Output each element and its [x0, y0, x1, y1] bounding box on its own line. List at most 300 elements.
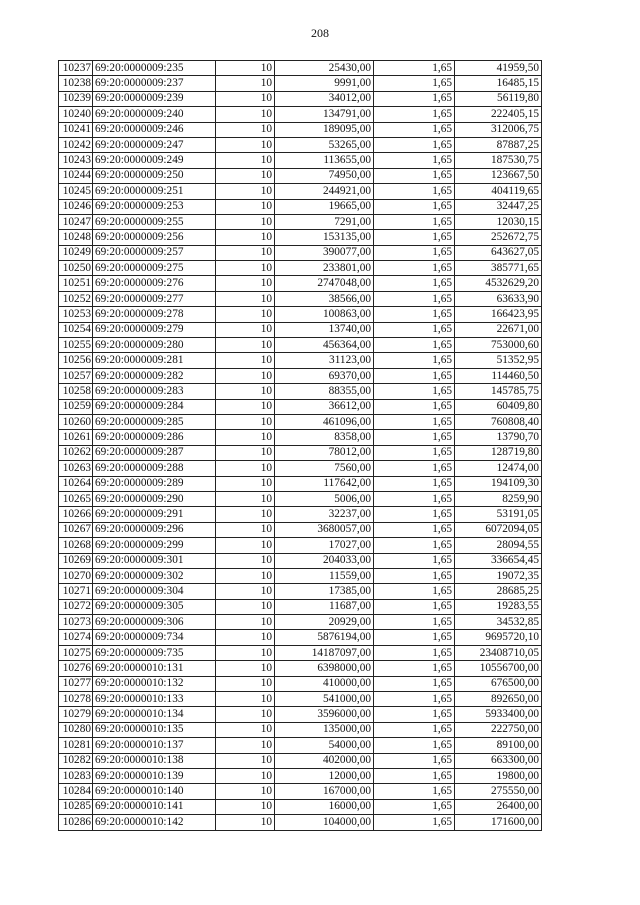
cadastral-number: 69:20:0000009:291	[93, 507, 216, 522]
amount-cell: 89100,00	[455, 738, 542, 753]
amount-cell: 41959,50	[455, 61, 542, 76]
cadastral-number: 69:20:0000010:133	[93, 692, 216, 707]
area-cell: 456364,00	[275, 338, 374, 353]
cadastral-number: 69:20:0000009:237	[93, 76, 216, 91]
table-row	[59, 91, 542, 106]
amount-cell: 23408710,05	[455, 645, 542, 660]
amount-cell: 26400,00	[455, 799, 542, 814]
rate-cell: 10	[216, 461, 275, 476]
amount-cell: 19283,55	[455, 599, 542, 614]
coefficient-cell: 1,65	[374, 645, 455, 660]
area-cell: 541000,00	[275, 692, 374, 707]
cadastral-number: 69:20:0000009:286	[93, 430, 216, 445]
row-number: 10270	[59, 568, 93, 583]
amount-cell: 753000,60	[455, 338, 542, 353]
rate-cell: 10	[216, 522, 275, 537]
row-number: 10245	[59, 184, 93, 199]
amount-cell: 19072,35	[455, 568, 542, 583]
cadastral-number: 69:20:0000009:253	[93, 199, 216, 214]
area-cell: 233801,00	[275, 261, 374, 276]
cadastral-number: 69:20:0000009:282	[93, 368, 216, 383]
row-number: 10260	[59, 414, 93, 429]
rate-cell: 10	[216, 153, 275, 168]
rate-cell: 10	[216, 645, 275, 660]
area-cell: 3680057,00	[275, 522, 374, 537]
page-number: 208	[311, 26, 329, 40]
area-cell: 32237,00	[275, 507, 374, 522]
table-row	[59, 122, 542, 137]
rate-cell: 10	[216, 799, 275, 814]
amount-cell: 404119,65	[455, 184, 542, 199]
rate-cell: 10	[216, 107, 275, 122]
cadastral-number: 69:20:0000009:249	[93, 153, 216, 168]
coefficient-cell: 1,65	[374, 76, 455, 91]
coefficient-cell: 1,65	[374, 153, 455, 168]
amount-cell: 9695720,10	[455, 630, 542, 645]
amount-cell: 114460,50	[455, 368, 542, 383]
row-number: 10241	[59, 122, 93, 137]
amount-cell: 663300,00	[455, 753, 542, 768]
area-cell: 167000,00	[275, 784, 374, 799]
area-cell: 402000,00	[275, 753, 374, 768]
table-row	[59, 399, 542, 414]
amount-cell: 385771,65	[455, 261, 542, 276]
rate-cell: 10	[216, 199, 275, 214]
amount-cell: 275550,00	[455, 784, 542, 799]
amount-cell: 676500,00	[455, 676, 542, 691]
cadastral-number: 69:20:0000009:251	[93, 184, 216, 199]
coefficient-cell: 1,65	[374, 137, 455, 152]
row-number: 10272	[59, 599, 93, 614]
coefficient-cell: 1,65	[374, 184, 455, 199]
row-number: 10267	[59, 522, 93, 537]
amount-cell: 51352,95	[455, 353, 542, 368]
table-row	[59, 784, 542, 799]
row-number: 10263	[59, 461, 93, 476]
cadastral-number: 69:20:0000009:287	[93, 445, 216, 460]
amount-cell: 123667,50	[455, 168, 542, 183]
area-cell: 88355,00	[275, 384, 374, 399]
cadastral-number: 69:20:0000009:296	[93, 522, 216, 537]
cadastral-number: 69:20:0000009:246	[93, 122, 216, 137]
area-cell: 34012,00	[275, 91, 374, 106]
cadastral-number: 69:20:0000009:302	[93, 568, 216, 583]
area-cell: 31123,00	[275, 353, 374, 368]
coefficient-cell: 1,65	[374, 615, 455, 630]
row-number: 10278	[59, 692, 93, 707]
rate-cell: 10	[216, 307, 275, 322]
rate-cell: 10	[216, 676, 275, 691]
row-number: 10277	[59, 676, 93, 691]
cadastral-number: 69:20:0000009:281	[93, 353, 216, 368]
coefficient-cell: 1,65	[374, 768, 455, 783]
row-number: 10258	[59, 384, 93, 399]
rate-cell: 10	[216, 168, 275, 183]
coefficient-cell: 1,65	[374, 599, 455, 614]
coefficient-cell: 1,65	[374, 753, 455, 768]
row-number: 10279	[59, 707, 93, 722]
amount-cell: 19800,00	[455, 768, 542, 783]
table-body	[59, 61, 542, 831]
cadastral-number: 69:20:0000010:135	[93, 722, 216, 737]
amount-cell: 16485,15	[455, 76, 542, 91]
coefficient-cell: 1,65	[374, 507, 455, 522]
rate-cell: 10	[216, 430, 275, 445]
cadastral-number: 69:20:0000009:289	[93, 476, 216, 491]
area-cell: 2747048,00	[275, 276, 374, 291]
cadastral-number: 69:20:0000009:276	[93, 276, 216, 291]
table-row	[59, 553, 542, 568]
rate-cell: 10	[216, 414, 275, 429]
cadastral-number: 69:20:0000009:290	[93, 491, 216, 506]
cadastral-number: 69:20:0000009:277	[93, 291, 216, 306]
rate-cell: 10	[216, 768, 275, 783]
coefficient-cell: 1,65	[374, 584, 455, 599]
coefficient-cell: 1,65	[374, 784, 455, 799]
rate-cell: 10	[216, 137, 275, 152]
row-number: 10280	[59, 722, 93, 737]
table-row	[59, 61, 542, 76]
amount-cell: 6072094,05	[455, 522, 542, 537]
table-row	[59, 230, 542, 245]
cadastral-number: 69:20:0000010:141	[93, 799, 216, 814]
rate-cell: 10	[216, 599, 275, 614]
coefficient-cell: 1,65	[374, 430, 455, 445]
table-row	[59, 815, 542, 830]
coefficient-cell: 1,65	[374, 307, 455, 322]
coefficient-cell: 1,65	[374, 384, 455, 399]
cadastral-number: 69:20:0000009:305	[93, 599, 216, 614]
amount-cell: 643627,05	[455, 245, 542, 260]
row-number: 10286	[59, 815, 93, 830]
rate-cell: 10	[216, 692, 275, 707]
amount-cell: 5933400,00	[455, 707, 542, 722]
table-row	[59, 507, 542, 522]
row-number: 10238	[59, 76, 93, 91]
coefficient-cell: 1,65	[374, 707, 455, 722]
area-cell: 11559,00	[275, 568, 374, 583]
rate-cell: 10	[216, 245, 275, 260]
rate-cell: 10	[216, 630, 275, 645]
rate-cell: 10	[216, 368, 275, 383]
amount-cell: 312006,75	[455, 122, 542, 137]
coefficient-cell: 1,65	[374, 245, 455, 260]
amount-cell: 8259,90	[455, 491, 542, 506]
rate-cell: 10	[216, 445, 275, 460]
table-row	[59, 445, 542, 460]
cadastral-number: 69:20:0000010:134	[93, 707, 216, 722]
area-cell: 3596000,00	[275, 707, 374, 722]
cadastral-number: 69:20:0000009:735	[93, 645, 216, 660]
area-cell: 104000,00	[275, 815, 374, 830]
coefficient-cell: 1,65	[374, 538, 455, 553]
table-row	[59, 522, 542, 537]
area-cell: 25430,00	[275, 61, 374, 76]
amount-cell: 145785,75	[455, 384, 542, 399]
amount-cell: 194109,30	[455, 476, 542, 491]
cadastral-number: 69:20:0000009:247	[93, 137, 216, 152]
table-row	[59, 199, 542, 214]
table-row	[59, 538, 542, 553]
area-cell: 74950,00	[275, 168, 374, 183]
cadastral-number: 69:20:0000009:278	[93, 307, 216, 322]
row-number: 10248	[59, 230, 93, 245]
amount-cell: 171600,00	[455, 815, 542, 830]
table-row	[59, 476, 542, 491]
coefficient-cell: 1,65	[374, 445, 455, 460]
rate-cell: 10	[216, 399, 275, 414]
table-row	[59, 276, 542, 291]
table-row	[59, 353, 542, 368]
table-row	[59, 137, 542, 152]
rate-cell: 10	[216, 261, 275, 276]
coefficient-cell: 1,65	[374, 522, 455, 537]
rate-cell: 10	[216, 722, 275, 737]
area-cell: 7291,00	[275, 214, 374, 229]
coefficient-cell: 1,65	[374, 199, 455, 214]
row-number: 10261	[59, 430, 93, 445]
cadastral-number: 69:20:0000009:279	[93, 322, 216, 337]
table-row	[59, 307, 542, 322]
amount-cell: 63633,90	[455, 291, 542, 306]
rate-cell: 10	[216, 184, 275, 199]
cadastral-number: 69:20:0000010:137	[93, 738, 216, 753]
amount-cell: 252672,75	[455, 230, 542, 245]
table-row	[59, 461, 542, 476]
coefficient-cell: 1,65	[374, 476, 455, 491]
data-table	[58, 60, 542, 831]
coefficient-cell: 1,65	[374, 738, 455, 753]
rate-cell: 10	[216, 476, 275, 491]
coefficient-cell: 1,65	[374, 722, 455, 737]
amount-cell: 13790,70	[455, 430, 542, 445]
amount-cell: 32447,25	[455, 199, 542, 214]
rate-cell: 10	[216, 276, 275, 291]
amount-cell: 12474,00	[455, 461, 542, 476]
table-row	[59, 799, 542, 814]
cadastral-number: 69:20:0000009:283	[93, 384, 216, 399]
amount-cell: 222405,15	[455, 107, 542, 122]
amount-cell: 187530,75	[455, 153, 542, 168]
coefficient-cell: 1,65	[374, 276, 455, 291]
coefficient-cell: 1,65	[374, 799, 455, 814]
row-number: 10240	[59, 107, 93, 122]
row-number: 10251	[59, 276, 93, 291]
area-cell: 153135,00	[275, 230, 374, 245]
row-number: 10268	[59, 538, 93, 553]
table-row	[59, 661, 542, 676]
area-cell: 5006,00	[275, 491, 374, 506]
coefficient-cell: 1,65	[374, 368, 455, 383]
cadastral-number: 69:20:0000010:139	[93, 768, 216, 783]
amount-cell: 34532,85	[455, 615, 542, 630]
table-row	[59, 615, 542, 630]
row-number: 10281	[59, 738, 93, 753]
table-row	[59, 214, 542, 229]
cadastral-number: 69:20:0000010:138	[93, 753, 216, 768]
row-number: 10243	[59, 153, 93, 168]
row-number: 10250	[59, 261, 93, 276]
rate-cell: 10	[216, 738, 275, 753]
area-cell: 189095,00	[275, 122, 374, 137]
table-row	[59, 168, 542, 183]
cadastral-number: 69:20:0000009:299	[93, 538, 216, 553]
rate-cell: 10	[216, 384, 275, 399]
area-cell: 14187097,00	[275, 645, 374, 660]
rate-cell: 10	[216, 568, 275, 583]
amount-cell: 336654,45	[455, 553, 542, 568]
rate-cell: 10	[216, 214, 275, 229]
cadastral-number: 69:20:0000009:284	[93, 399, 216, 414]
coefficient-cell: 1,65	[374, 676, 455, 691]
row-number: 10265	[59, 491, 93, 506]
amount-cell: 4532629,20	[455, 276, 542, 291]
area-cell: 17027,00	[275, 538, 374, 553]
area-cell: 134791,00	[275, 107, 374, 122]
cadastral-number: 69:20:0000009:306	[93, 615, 216, 630]
rate-cell: 10	[216, 784, 275, 799]
table-row	[59, 630, 542, 645]
area-cell: 12000,00	[275, 768, 374, 783]
rate-cell: 10	[216, 538, 275, 553]
cadastral-number: 69:20:0000009:285	[93, 414, 216, 429]
rate-cell: 10	[216, 353, 275, 368]
amount-cell: 28094,55	[455, 538, 542, 553]
area-cell: 36612,00	[275, 399, 374, 414]
table-row	[59, 692, 542, 707]
table-row	[59, 584, 542, 599]
coefficient-cell: 1,65	[374, 461, 455, 476]
table-row	[59, 368, 542, 383]
coefficient-cell: 1,65	[374, 261, 455, 276]
row-number: 10242	[59, 137, 93, 152]
cadastral-number: 69:20:0000009:257	[93, 245, 216, 260]
coefficient-cell: 1,65	[374, 399, 455, 414]
cadastral-number: 69:20:0000009:255	[93, 214, 216, 229]
table-row	[59, 753, 542, 768]
table-row	[59, 261, 542, 276]
rate-cell: 10	[216, 491, 275, 506]
coefficient-cell: 1,65	[374, 61, 455, 76]
coefficient-cell: 1,65	[374, 568, 455, 583]
row-number: 10246	[59, 199, 93, 214]
coefficient-cell: 1,65	[374, 353, 455, 368]
cadastral-number: 69:20:0000009:280	[93, 338, 216, 353]
rate-cell: 10	[216, 230, 275, 245]
cadastral-number: 69:20:0000010:142	[93, 815, 216, 830]
table-row	[59, 184, 542, 199]
rate-cell: 10	[216, 661, 275, 676]
row-number: 10255	[59, 338, 93, 353]
amount-cell: 166423,95	[455, 307, 542, 322]
rate-cell: 10	[216, 815, 275, 830]
row-number: 10269	[59, 553, 93, 568]
row-number: 10257	[59, 368, 93, 383]
amount-cell: 892650,00	[455, 692, 542, 707]
table-row	[59, 76, 542, 91]
cadastral-number: 69:20:0000009:275	[93, 261, 216, 276]
rate-cell: 10	[216, 753, 275, 768]
row-number: 10273	[59, 615, 93, 630]
row-number: 10249	[59, 245, 93, 260]
coefficient-cell: 1,65	[374, 338, 455, 353]
table-row	[59, 107, 542, 122]
rate-cell: 10	[216, 291, 275, 306]
amount-cell: 60409,80	[455, 399, 542, 414]
table-row	[59, 153, 542, 168]
area-cell: 8358,00	[275, 430, 374, 445]
area-cell: 7560,00	[275, 461, 374, 476]
cadastral-number: 69:20:0000009:240	[93, 107, 216, 122]
area-cell: 16000,00	[275, 799, 374, 814]
row-number: 10262	[59, 445, 93, 460]
area-cell: 9991,00	[275, 76, 374, 91]
area-cell: 20929,00	[275, 615, 374, 630]
coefficient-cell: 1,65	[374, 230, 455, 245]
table-row	[59, 645, 542, 660]
table-row	[59, 414, 542, 429]
coefficient-cell: 1,65	[374, 322, 455, 337]
rate-cell: 10	[216, 707, 275, 722]
area-cell: 410000,00	[275, 676, 374, 691]
area-cell: 244921,00	[275, 184, 374, 199]
area-cell: 204033,00	[275, 553, 374, 568]
coefficient-cell: 1,65	[374, 630, 455, 645]
rate-cell: 10	[216, 322, 275, 337]
row-number: 10276	[59, 661, 93, 676]
row-number: 10271	[59, 584, 93, 599]
rate-cell: 10	[216, 584, 275, 599]
row-number: 10274	[59, 630, 93, 645]
table-row	[59, 322, 542, 337]
rate-cell: 10	[216, 507, 275, 522]
area-cell: 390077,00	[275, 245, 374, 260]
cadastral-number: 69:20:0000009:250	[93, 168, 216, 183]
rate-cell: 10	[216, 76, 275, 91]
area-cell: 69370,00	[275, 368, 374, 383]
area-cell: 19665,00	[275, 199, 374, 214]
amount-cell: 53191,05	[455, 507, 542, 522]
amount-cell: 128719,80	[455, 445, 542, 460]
row-number: 10284	[59, 784, 93, 799]
area-cell: 6398000,00	[275, 661, 374, 676]
area-cell: 38566,00	[275, 291, 374, 306]
row-number: 10252	[59, 291, 93, 306]
coefficient-cell: 1,65	[374, 414, 455, 429]
coefficient-cell: 1,65	[374, 491, 455, 506]
table-row	[59, 722, 542, 737]
row-number: 10247	[59, 214, 93, 229]
row-number: 10244	[59, 168, 93, 183]
amount-cell: 12030,15	[455, 214, 542, 229]
amount-cell: 10556700,00	[455, 661, 542, 676]
row-number: 10275	[59, 645, 93, 660]
row-number: 10264	[59, 476, 93, 491]
row-number: 10254	[59, 322, 93, 337]
rate-cell: 10	[216, 122, 275, 137]
amount-cell: 22671,00	[455, 322, 542, 337]
cadastral-number: 69:20:0000010:140	[93, 784, 216, 799]
table-row	[59, 738, 542, 753]
row-number: 10282	[59, 753, 93, 768]
row-number: 10285	[59, 799, 93, 814]
cadastral-number: 69:20:0000009:235	[93, 61, 216, 76]
area-cell: 53265,00	[275, 137, 374, 152]
area-cell: 11687,00	[275, 599, 374, 614]
amount-cell: 28685,25	[455, 584, 542, 599]
cadastral-number: 69:20:0000009:734	[93, 630, 216, 645]
coefficient-cell: 1,65	[374, 553, 455, 568]
